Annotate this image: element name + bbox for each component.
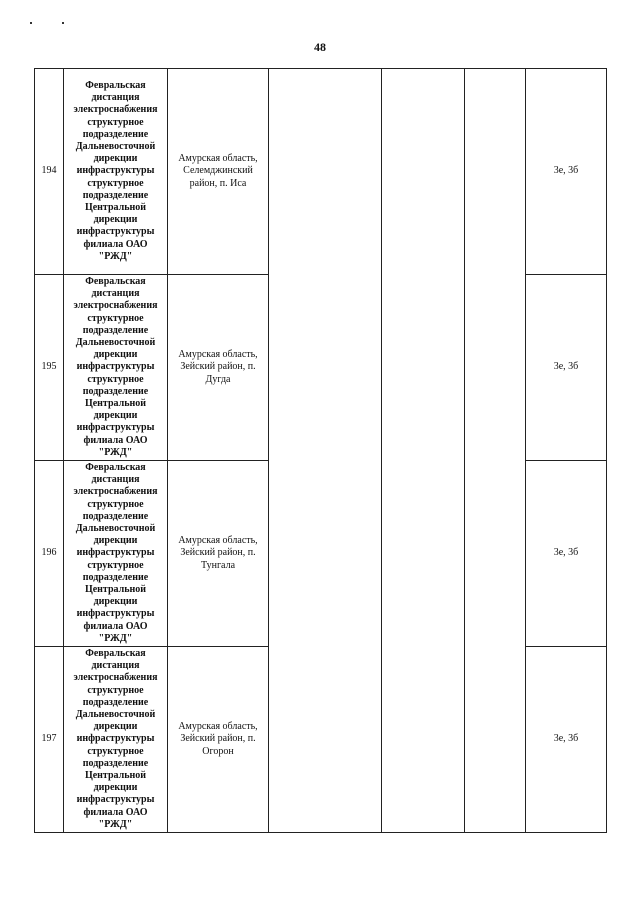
page-number: 48 [314,40,326,54]
row-number: 195 [35,275,64,461]
empty-merged-cell [465,69,526,833]
code-cell: 3е, 3б [526,647,607,833]
location-cell: Амурская область, Селемджинский район, п. Иса [168,69,269,275]
location-cell: Амурская область, Зейский район, п. Огорон [168,647,269,833]
row-number: 197 [35,647,64,833]
scan-speck [62,22,64,24]
organization-cell: Февральская дистанция электроснабжения структурное подразделение Дальневосточной дирекции инфраструктуры структурное подразделение Центральной дирекции инфраструктуры филиала ОАО "РЖД" [64,647,168,833]
organization-cell: Февральская дистанция электроснабжения структурное подразделение Дальневосточной дирекции инфраструктуры структурное подразделение Центральной дирекции инфраструктуры филиала ОАО "РЖД" [64,275,168,461]
location-cell: Амурская область, Зейский район, п. Дугда [168,275,269,461]
organization-cell: Февральская дистанция электроснабжения структурное подразделение Дальневосточной дирекции инфраструктуры структурное подразделение Центральной дирекции инфраструктуры филиала ОАО "РЖД" [64,461,168,647]
registry-table [34,68,607,833]
code-cell: 3е, 3б [526,69,607,275]
row-number: 194 [35,69,64,275]
location-cell: Амурская область, Зейский район, п. Тунгала [168,461,269,647]
code-cell: 3е, 3б [526,461,607,647]
organization-cell: Февральская дистанция электроснабжения структурное подразделение Дальневосточной дирекции инфраструктуры структурное подразделение Центральной дирекции инфраструктуры филиала ОАО "РЖД" [64,69,168,275]
empty-merged-cell [382,69,465,833]
scan-speck [30,22,32,24]
table-row [35,69,607,275]
row-number: 196 [35,461,64,647]
empty-merged-cell [269,69,382,833]
code-cell: 3е, 3б [526,275,607,461]
